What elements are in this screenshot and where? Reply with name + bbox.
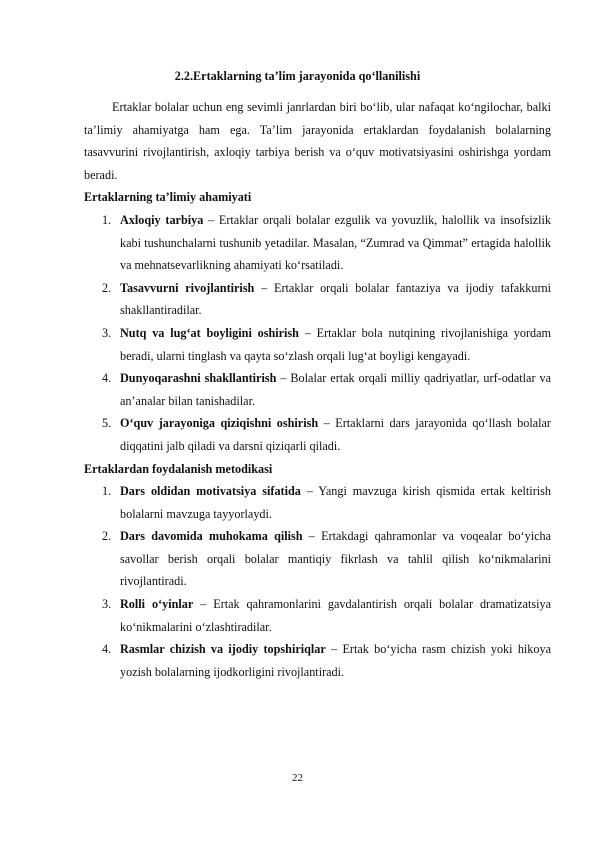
section-title: 2.2.Ertaklarning ta’lim jarayonida qo‘llanilishi: [174, 69, 421, 83]
list-item-text: – Ertak bo‘yicha rasm chizish yoki hikoya yozish bolalarning ijodkorligini rivojlantiradi.: [120, 642, 551, 679]
intro-paragraph: Ertaklar bolalar uchun eng sevimli janrlardan biri bo‘lib, ular nafaqat ko‘ngilochar, balki ta’limiy ahamiyatga ham ega. Ta’lim jarayonida ertaklardan foydalanish bolalarning tasavvurini rivojlantirish, axloqiy tarbiya berish va o‘quv motivatsiyasini oshirishga yordam beradi.: [84, 100, 551, 182]
list-item: [84, 593, 551, 638]
list-item-number: 1.: [102, 484, 112, 499]
list-item-term: Nutq va lug‘at boyligini oshirish: [120, 325, 299, 340]
list-item-text: – Ertaklar orqali bolalar fantaziya va ijodiy tafakkurni shakllantiradilar.: [120, 280, 551, 318]
list-item-term: Axloqiy tarbiya: [120, 212, 204, 227]
list-item-text: – Yangi mavzuga kirish qismida ertak keltirish bolalarni mavzuga tayyorlaydi.: [120, 484, 551, 521]
list-item-text: – Bolalar ertak orqali milliy qadriyatlar, urf-odatlar va an’analar bilan tanishadilar.: [120, 371, 552, 408]
list-item-number: 3.: [102, 325, 112, 340]
list-item-number: 2.: [102, 529, 112, 544]
list-item-number: 5.: [102, 416, 112, 431]
page-number: 22: [292, 772, 303, 784]
list-item-term: Dunyoqarashni shakllantirish: [120, 371, 277, 386]
section-heading-educational-value: Ertaklarning ta’limiy ahamiyati: [84, 190, 252, 205]
list-item-text: – Ertaklar bola nutqining rivojlanishiga yordam beradi, ularni tinglash va qayta so‘zlash orqali lug‘at boyligi kengayadi.: [120, 325, 551, 363]
list-item-term: Dars oldidan motivatsiya sifatida: [120, 484, 301, 499]
list-item: [84, 322, 551, 367]
list-item-text: – Ertakdagi qahramonlar va voqealar bo‘yicha savollar berish orqali bolalar mantiqiy fikrlash va tahlil qilish ko‘nikmalarini rivojlantiradi.: [120, 529, 551, 589]
list-item-number: 3.: [102, 597, 112, 612]
educational-value-list: [84, 209, 551, 458]
list-item: [84, 412, 551, 457]
list-item-term: Tasavvurni rivojlantirish: [120, 280, 255, 295]
list-item: [84, 367, 551, 412]
document-body: [84, 96, 551, 683]
list-item-number: 4.: [102, 642, 112, 657]
list-item-text: – Ertak qahramonlarini gavdalantirish orqali bolalar dramatizatsiya ko‘nikmalarini o‘zlashtiradilar.: [120, 597, 551, 634]
methodology-list: [84, 480, 551, 683]
list-item: [84, 480, 551, 525]
list-item-number: 4.: [102, 371, 112, 386]
list-item-term: O‘quv jarayoniga qiziqishni oshirish: [120, 416, 319, 431]
list-item: [84, 277, 551, 322]
list-item-number: 1.: [102, 212, 112, 227]
list-item: [84, 638, 551, 683]
list-item: [84, 209, 551, 277]
list-item-text: – Ertaklarni dars jarayonida qo‘llash bolalar diqqatini jalb qiladi va darsni qiziqarli qiladi.: [120, 416, 551, 453]
list-item-text: – Ertaklar orqali bolalar ezgulik va yovuzlik, halollik va insofsizlik kabi tushunchalarni tushunib yetadilar. Masalan, “Zumrad va Qimmat” ertagida halollik va mehnatsevarlikning ahamiyati ko‘rsatiladi.: [120, 212, 551, 273]
list-item-number: 2.: [102, 280, 112, 295]
list-item-term: Rolli o‘yinlar: [120, 597, 194, 612]
list-item: [84, 525, 551, 593]
list-item-term: Dars davomida muhokama qilish: [120, 529, 303, 544]
list-item-term: Rasmlar chizish va ijodiy topshiriqlar: [120, 642, 326, 657]
section-heading-methodology: Ertaklardan foydalanish metodikasi: [84, 461, 273, 476]
